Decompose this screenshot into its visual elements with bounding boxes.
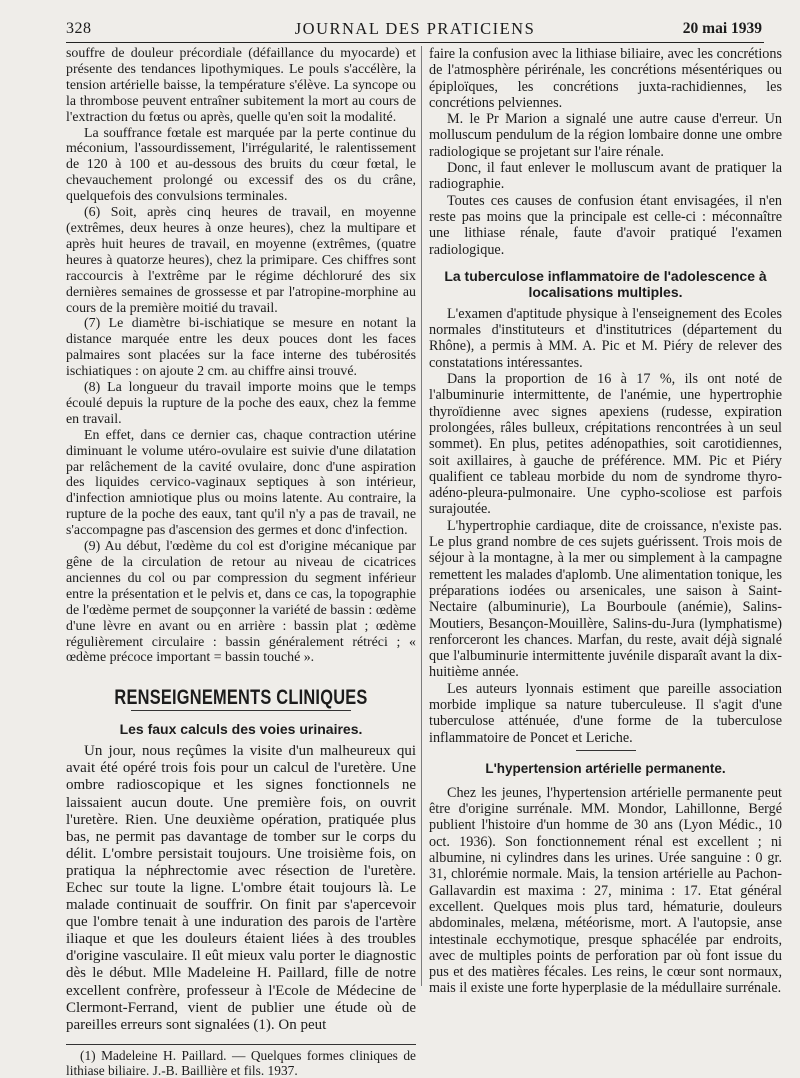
paragraph: Chez les jeunes, l'hypertension artérielle permanente peut être d'origine surrénale. MM. Mondor, Lahillonne, Bergé publient l'histoire d'un homme de 30 ans (Lyon Médic., 10 oct. 1936). Son fonctionnement rénal est excellent ; ni albumine, ni cylindres dans les urines. Urée sanguine : 0 gr. 31, chlorémie normale. Mais, la tension artérielle au Pachon-Gallavardin est maxima : 27, minima : 17. Etat général excellent. Quelques mois plus tard, hématurie, douleurs abdominales, melæna, météorisme, mort. A l'autopsie, anse intestinale ecchymotique, presque sphacélée par endroits, avec de multiples points de perforation par où font issue du pus et des matières fécales. Les reins, le cœur sont normaux, mais il existe une forte hyperplasie de la médullaire surrénale. (429, 784, 782, 997)
issue-date: 20 mai 1939 (682, 20, 762, 37)
right-column (429, 46, 782, 1033)
paragraph: (7) Le diamètre bi-ischiatique se mesure en notant la distance marquée entre les deux pouces dont les faces palmaires sont placées sur la face interne des tubérosités ischiatiques : on ajoute 2 cm. au chiffre ainsi trouvé. (66, 316, 416, 380)
page-header (66, 18, 764, 43)
page-number: 328 (66, 20, 92, 37)
left-column (66, 46, 416, 1078)
column-divider (421, 46, 422, 986)
section-title: RENSEIGNEMENTS CLINIQUES (114, 686, 368, 710)
paragraph: Donc, il faut enlever le molluscum avant de pratiquer la radiographie. (429, 160, 782, 193)
paragraph: Dans la proportion de 16 à 17 %, ils ont noté de l'albuminurie intermittente, de l'anémie, une hypertrophie thyroïdienne avec signes apexiens (rudesse, expiration prolongées, râles bulleux, crépitations rencontrées à un seul sommet). En plus, petites adénopathies, soit carotidiennes, soit axillaires, à gauche de préférence. MM. Pic et Piéry qualifient ce tableau morbide du nom de syndrome thyro-adéno-pleura-pulmonaire. Une cypho-scoliose est parfois surajoutée. (429, 371, 782, 518)
article-title: Les faux calculs des voies urinaires. (119, 721, 363, 738)
footnote: (1) Madeleine H. Paillard. — Quelques formes cliniques de lithiase biliaire. J.-B. Baillière et fils. 1937. (66, 1047, 416, 1078)
section-rule (131, 710, 351, 711)
article-paragraph: Un jour, nous reçûmes la visite d'un malheureux qui avait été opéré trois fois pour un calcul de l'uretère. Une ombre radioscopique et les signes fonctionnels ne laissaient aucun doute. Une première fois, on ouvrit l'uretère. Rien. Une deuxième opération, pratiquée plus bas, ne permit pas davantage de tomber sur le corps du délit. L'ombre persistait toujours. Une troisième fois, on pratiqua la néphrectomie avec résection de l'uretère. Echec sur toute la ligne. L'ombre était toujours là. Le malade continuait de souffrir. On finit par s'apercevoir que l'ombre tenait à une induration des parois de l'artère iliaque et que les douleurs étaient liées à des troubles d'origine vasculaire. Il eût mieux valu porter le diagnostic dès le début. Mlle Madeleine H. Paillard, fille de notre excellent confrère, professeur à l'Ecole de Médecine de Clermont-Ferrand, vient de publier une étude où de pareilles erreurs sont signalées (1). On peut (66, 743, 416, 1033)
paragraph: (9) Au début, l'œdème du col est d'origine mécanique par gêne de la circulation de retour au niveau de cicatrices anciennes du col ou par compression du segment inférieur entre la présentation et le pelvis et, dans ce cas, la topographie de l'œdème permet de soupçonner la variété de bassin : œdème d'une lèvre en avant ou en arrière : bassin plat ; œdème régulièrement circulaire : bassin généralement rétréci ; « œdème précoce important = bassin touché ». (66, 539, 416, 666)
paragraph: faire la confusion avec la lithiase biliaire, avec les concrétions de l'atmosphère périrénale, les concrétions mésentériques ou épiploïques, les concrétions juxta-rachidiennes, les concrétions pelviennes. (429, 46, 782, 111)
paragraph: L'hypertrophie cardiaque, dite de croissance, n'existe pas. Le plus grand nombre de ces sujets guérissent. Trois mois de séjour à la montagne, à la mer ou simplement à la campagne remettent les malades d'aplomb. Une alimentation tonique, les préparations iodées ou arsenicales, une saison à Saint-Nectaire (albuminurie), La Bourboule (anémie), Salins-Moutiers, Besançon-Mouillère, Salins-du-Jura (lymphatisme) renforceront les chances. Marfan, du reste, avait déjà signalé que l'albuminurie intermittente juvénile disparaît avant la dix-huitième année. (429, 517, 782, 681)
paragraph: M. le Pr Marion a signalé une autre cause d'erreur. Un molluscum pendulum de la région lombaire donne une ombre radiologique se projetant sur l'aire rénale. (429, 111, 782, 160)
footnote-rule (66, 1044, 416, 1045)
paragraph: La souffrance fœtale est marquée par la perte continue du méconium, l'assourdissement, l'irrégularité, le ralentissement de 120 à 100 et au-dessous des bruits du cœur fœtal, le chevauchement prolongé ou excessif des os du crâne, quelquefois des convulsions terminales. (66, 125, 416, 205)
paragraph: (8) La longueur du travail importe moins que le temps écoulé depuis la rupture de la poche des eaux, chez la femme en travail. (66, 380, 416, 427)
paragraph: L'examen d'aptitude physique à l'enseignement des Ecoles normales d'instituteurs et d'institutrices (département du Rhône), a permis à MM. A. Pic et M. Piéry de relever des constatations intéressantes. (429, 305, 782, 371)
paragraph: Toutes ces causes de confusion étant envisagées, il n'en reste pas moins que la principale est celle-ci : méconnaître une lithiase rénale, faute d'avoir pratiqué l'examen radiologique. (429, 192, 782, 258)
paragraph: souffre de douleur précordiale (défaillance du myocarde) et présente des tendances lipothymiques. Le pouls s'accélère, la tension artérielle baisse, la température s'élève. La syncope ou la thrombose peuvent entraîner subitement la mort au cours de l'extraction du fœtus ou après, quelle qu'en soit la modalité. (66, 46, 416, 125)
article-rule (576, 750, 636, 751)
paragraph: En effet, dans ce dernier cas, chaque contraction utérine diminuant le volume utéro-ovulaire est suivie d'une dilatation par relâchement de la cavité ovulaire, donc d'une aspiration des liquides cervico-vaginaux septiques à son intérieur, d'infection amniotique plus ou moins latente. Au contraire, la rupture de la poche des eaux, tant qu'il n'y a pas de travail, ne s'accompagne pas d'ascension des germes et donc d'infection. (66, 427, 416, 539)
journal-title: JOURNAL DES PRATICIENS (294, 19, 536, 38)
paragraph: Les auteurs lyonnais estiment que pareille association morbide implique sa nature tuberculeuse. Il s'agit d'une tuberculose atténuée, d'une forme de la tuberculose inflammatoire de Poncet et Leriche. (429, 680, 782, 746)
article-title: La tuberculose inflammatoire de l'adolescence à localisations multiples. (444, 267, 767, 300)
article-title: L'hypertension artérielle permanente. (485, 760, 726, 776)
paragraph: (6) Soit, après cinq heures de travail, en moyenne (extrêmes, deux heures à onze heures), chez la multipare et après huit heures de travail, en moyenne (extrêmes, (quatre heures à quatorze heures), chez la primipare. Ces chiffres sont raccourcis à l'extrême par le régime déchloruré des six dernières semaines de grossesse et par l'atropine-morphine au cours de la première moitié du travail. (66, 205, 416, 316)
